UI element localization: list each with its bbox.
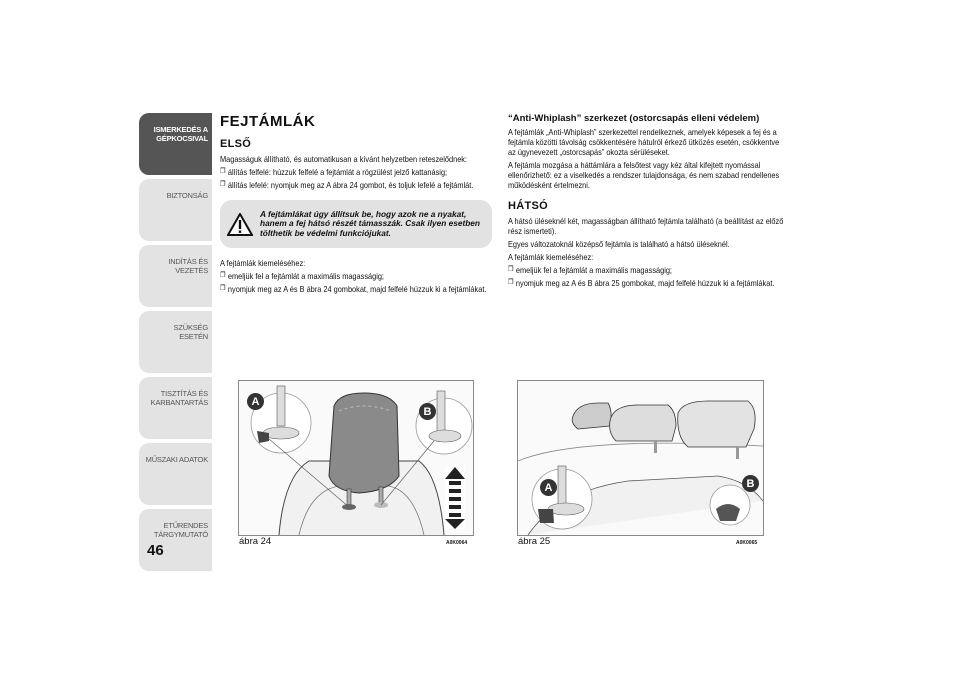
- paragraph: A fejtámla mozgása a háttámlára a felsőtest vagy kéz által kifejtett nyomással ellenőrizhető: ez a viselkedés a rendszer tulajdonsága, és nem szabad rendellenes működésként értelmezni.: [508, 160, 780, 190]
- callout-b-badge: B: [742, 475, 759, 492]
- paragraph: A fejtámlák kiemeléséhez:: [220, 258, 306, 268]
- figure-caption: ábra 24: [239, 536, 272, 547]
- section-subtitle: HÁTSÓ: [508, 200, 548, 212]
- figure-code: A0K0064: [446, 540, 468, 546]
- page-number: 46: [147, 542, 164, 559]
- paragraph: A fejtámlák „Anti-Whiplash” szerkezettel rendelkeznek, amelyek képesek a fej és a fejtámla közötti távolság csökkentésére hátulról érkező ütközés esetén, csökkentve az úgynevezett „ostorcsapás” okozta sérüléseket.: [508, 127, 780, 157]
- warning-box: [220, 200, 492, 248]
- bullet-item: ❐ állítás felfelé: húzzuk felfelé a fejtámlát a rögzülést jelző kattanásig;: [220, 167, 502, 177]
- chapter-tab-driving[interactable]: [139, 245, 212, 307]
- chapter-tab-label: INDÍTÁS ÉS VEZETÉS: [168, 257, 208, 275]
- chapter-sidebar: [139, 113, 212, 575]
- warning-triangle-icon: [220, 213, 260, 236]
- chapter-tab-label: ISMERKEDÉS A GÉPKOCSIVAL: [153, 125, 208, 143]
- callout-a-badge: A: [540, 479, 557, 496]
- paragraph: Egyes változatoknál középső fejtámla is található a hátsó üléseknél.: [508, 239, 730, 249]
- left-column: [220, 113, 496, 297]
- paragraph: Magasságuk állítható, és automatikusan a kívánt helyzetben reteszelődnek:: [220, 154, 468, 164]
- figure-25: [517, 380, 764, 536]
- figure-caption: ábra 25: [518, 536, 551, 547]
- paragraph: A fejtámlák kiemeléséhez:: [508, 252, 594, 262]
- bullet-item: ❐ állítás lefelé: nyomjuk meg az A ábra 24 gombot, és toljuk lefelé a fejtámlát.: [220, 180, 502, 190]
- paragraph: A hátsó üléseknél két, magasságban állítható fejtámla található (a beállítást az előző rész ismerteti).: [508, 216, 784, 236]
- chapter-tab-label: TISZTÍTÁS ÉS KARBANTARTÁS: [150, 389, 208, 407]
- callout-b-badge: B: [419, 403, 436, 420]
- chapter-tab-label: MŰSZAKI ADATOK: [145, 455, 208, 464]
- chapter-tab-maintenance[interactable]: [139, 377, 212, 439]
- warning-text: A fejtámlákat úgy állítsuk be, hogy azok ne a nyakat, hanem a fej hátsó részét támasszák. Csak ilyen esetben tölthetik be védelmi funkciójukat.: [260, 208, 480, 238]
- chapter-tab-safety[interactable]: [139, 179, 212, 241]
- chapter-tab-label: ETŰRENDES TÁRGYMUTATÓ: [153, 521, 208, 539]
- bullet-item: ❐ nyomjuk meg az A és B ábra 25 gombokat, majd felfelé húzzuk ki a fejtámlákat.: [508, 278, 794, 288]
- bullet-item: ❐ nyomjuk meg az A és B ábra 24 gombokat, majd felfelé húzzuk ki a fejtámlákat.: [220, 284, 502, 294]
- section-title: FEJTÁMLÁK: [220, 113, 316, 130]
- chapter-tab-label: SZÜKSÉG ESETÉN: [173, 323, 208, 341]
- callout-a-badge: A: [247, 393, 264, 410]
- chapter-tab-index[interactable]: [139, 509, 212, 571]
- figure-code: A0K0065: [736, 540, 758, 546]
- bullet-item: ❐ emeljük fel a fejtámlát a maximális magasságig;: [508, 265, 794, 275]
- rear-headrest-illustration: [518, 381, 763, 535]
- chapter-tab-intro[interactable]: [139, 113, 212, 175]
- right-column: [508, 113, 788, 291]
- section-heading: “Anti-Whiplash” szerkezet (ostorcsapás elleni védelem): [508, 113, 760, 124]
- section-subtitle: ELSŐ: [220, 138, 252, 150]
- figure-24: [238, 380, 474, 536]
- chapter-tab-technical[interactable]: [139, 443, 212, 505]
- bullet-item: ❐ emeljük fel a fejtámlát a maximális magasságig;: [220, 271, 502, 281]
- front-headrest-illustration: [239, 381, 473, 535]
- chapter-tab-emergency[interactable]: [139, 311, 212, 373]
- chapter-tab-label: BIZTONSÁG: [166, 191, 208, 200]
